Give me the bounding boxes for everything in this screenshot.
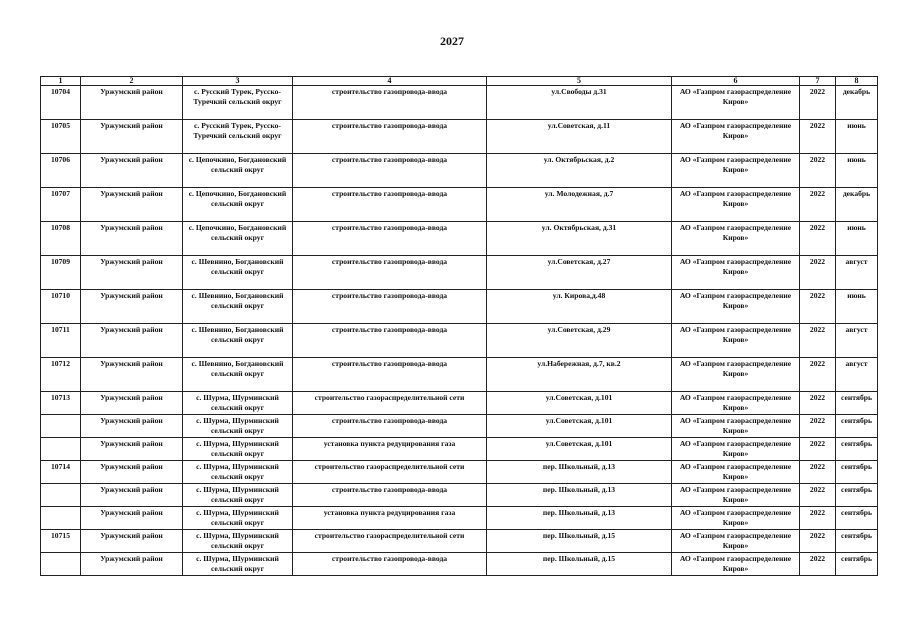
locality-cell: с. Шевнино, Богдановский сельский округ [183, 358, 293, 392]
address-cell: ул.Советская, д.27 [487, 256, 672, 290]
month-cell: сентябрь [836, 392, 878, 415]
page-number: 2027 [440, 34, 464, 48]
work-type-cell: строительство газопровода-ввода [293, 154, 487, 188]
address-cell: ул.Советская, д.101 [487, 415, 672, 438]
row-number-cell: 10705 [41, 120, 81, 154]
address-cell: пер. Школьный, д.13 [487, 461, 672, 484]
column-header: 7 [800, 77, 836, 86]
year-cell: 2022 [800, 358, 836, 392]
work-type-cell: строительство газопровода-ввода [293, 222, 487, 256]
district-cell: Уржумский район [81, 222, 183, 256]
district-cell: Уржумский район [81, 553, 183, 576]
year-cell: 2022 [800, 86, 836, 120]
work-type-cell: строительство газопровода-ввода [293, 415, 487, 438]
work-type-cell: строительство газопровода-ввода [293, 256, 487, 290]
column-header: 5 [487, 77, 672, 86]
month-cell: сентябрь [836, 553, 878, 576]
address-cell: пер. Школьный, д.15 [487, 530, 672, 553]
work-type-cell: строительство газопровода-ввода [293, 484, 487, 507]
month-cell: сентябрь [836, 507, 878, 530]
column-header: 4 [293, 77, 487, 86]
works-table [40, 76, 878, 576]
column-header: 3 [183, 77, 293, 86]
district-cell: Уржумский район [81, 392, 183, 415]
row-number-cell: 10710 [41, 290, 81, 324]
month-cell: сентябрь [836, 415, 878, 438]
table-row [41, 530, 878, 553]
month-cell: август [836, 256, 878, 290]
row-number-cell: 10708 [41, 222, 81, 256]
work-type-cell: строительство газопровода-ввода [293, 324, 487, 358]
work-type-cell: строительство газопровода-ввода [293, 86, 487, 120]
organization-cell: АО «Газпром газораспределение Киров» [672, 256, 800, 290]
table-row [41, 415, 878, 438]
address-cell: ул.Свободы д.31 [487, 86, 672, 120]
year-cell: 2022 [800, 154, 836, 188]
month-cell: июнь [836, 290, 878, 324]
address-cell: ул.Советская, д.29 [487, 324, 672, 358]
work-type-cell: строительство газопровода-ввода [293, 188, 487, 222]
address-cell: пер. Школьный, д.13 [487, 507, 672, 530]
row-number-cell: 10713 [41, 392, 81, 415]
row-number-cell [41, 553, 81, 576]
table-row [41, 324, 878, 358]
work-type-cell: строительство газопровода-ввода [293, 553, 487, 576]
address-cell: ул.Советская, д.101 [487, 438, 672, 461]
table-row [41, 553, 878, 576]
address-cell: ул. Кирова,д.48 [487, 290, 672, 324]
organization-cell: АО «Газпром газораспределение Киров» [672, 154, 800, 188]
row-number-cell [41, 484, 81, 507]
work-type-cell: строительство газораспределительной сети [293, 461, 487, 484]
row-number-cell [41, 438, 81, 461]
year-cell: 2022 [800, 484, 836, 507]
table-row [41, 86, 878, 120]
address-cell: ул.Набережная, д.7, кв.2 [487, 358, 672, 392]
year-cell: 2022 [800, 392, 836, 415]
organization-cell: АО «Газпром газораспределение Киров» [672, 553, 800, 576]
organization-cell: АО «Газпром газораспределение Киров» [672, 392, 800, 415]
organization-cell: АО «Газпром газораспределение Киров» [672, 358, 800, 392]
work-type-cell: строительство газораспределительной сети [293, 392, 487, 415]
work-type-cell: строительство газопровода-ввода [293, 120, 487, 154]
table-row [41, 290, 878, 324]
organization-cell: АО «Газпром газораспределение Киров» [672, 290, 800, 324]
locality-cell: с. Шевнино, Богдановский сельский округ [183, 324, 293, 358]
month-cell: сентябрь [836, 438, 878, 461]
locality-cell: с. Шурма, Шурминский сельский округ [183, 553, 293, 576]
row-number-cell [41, 507, 81, 530]
year-cell: 2022 [800, 120, 836, 154]
month-cell: сентябрь [836, 461, 878, 484]
table-row [41, 120, 878, 154]
locality-cell: с. Шурма, Шурминский сельский округ [183, 530, 293, 553]
address-cell: ул. Октябрьская, д.2 [487, 154, 672, 188]
row-number-cell: 10704 [41, 86, 81, 120]
locality-cell: с. Шурма, Шурминский сельский округ [183, 392, 293, 415]
organization-cell: АО «Газпром газораспределение Киров» [672, 530, 800, 553]
year-cell: 2022 [800, 553, 836, 576]
year-cell: 2022 [800, 222, 836, 256]
locality-cell: с. Цепочкино, Богдановский сельский округ [183, 222, 293, 256]
year-cell: 2022 [800, 530, 836, 553]
organization-cell: АО «Газпром газораспределение Киров» [672, 188, 800, 222]
header-row [41, 77, 878, 86]
locality-cell: с. Шурма, Шурминский сельский округ [183, 507, 293, 530]
row-number-cell: 10709 [41, 256, 81, 290]
work-type-cell: строительство газопровода-ввода [293, 290, 487, 324]
locality-cell: с. Шевнино, Богдановский сельский округ [183, 256, 293, 290]
row-number-cell: 10712 [41, 358, 81, 392]
address-cell: ул.Советская, д.101 [487, 392, 672, 415]
organization-cell: АО «Газпром газораспределение Киров» [672, 415, 800, 438]
column-header: 2 [81, 77, 183, 86]
year-cell: 2022 [800, 438, 836, 461]
district-cell: Уржумский район [81, 461, 183, 484]
locality-cell: с. Русский Турек, Русско-Туречкий сельский округ [183, 120, 293, 154]
organization-cell: АО «Газпром газораспределение Киров» [672, 438, 800, 461]
locality-cell: с. Шевнино, Богдановский сельский округ [183, 290, 293, 324]
year-cell: 2022 [800, 290, 836, 324]
row-number-cell: 10707 [41, 188, 81, 222]
locality-cell: с. Шурма, Шурминский сельский округ [183, 438, 293, 461]
organization-cell: АО «Газпром газораспределение Киров» [672, 222, 800, 256]
year-cell: 2022 [800, 461, 836, 484]
organization-cell: АО «Газпром газораспределение Киров» [672, 484, 800, 507]
table-row [41, 188, 878, 222]
year-cell: 2022 [800, 256, 836, 290]
year-cell: 2022 [800, 324, 836, 358]
district-cell: Уржумский район [81, 484, 183, 507]
table-body [41, 86, 878, 576]
row-number-cell [41, 415, 81, 438]
district-cell: Уржумский район [81, 324, 183, 358]
table-row [41, 392, 878, 415]
district-cell: Уржумский район [81, 86, 183, 120]
organization-cell: АО «Газпром газораспределение Киров» [672, 86, 800, 120]
district-cell: Уржумский район [81, 120, 183, 154]
row-number-cell: 10706 [41, 154, 81, 188]
district-cell: Уржумский район [81, 530, 183, 553]
district-cell: Уржумский район [81, 188, 183, 222]
column-header: 8 [836, 77, 878, 86]
month-cell: июнь [836, 154, 878, 188]
month-cell: декабрь [836, 86, 878, 120]
organization-cell: АО «Газпром газораспределение Киров» [672, 507, 800, 530]
table-row [41, 507, 878, 530]
address-cell: ул.Советская, д.11 [487, 120, 672, 154]
row-number-cell: 10711 [41, 324, 81, 358]
work-type-cell: установка пункта редуцирования газа [293, 438, 487, 461]
locality-cell: с. Шурма, Шурминский сельский округ [183, 415, 293, 438]
work-type-cell: установка пункта редуцирования газа [293, 507, 487, 530]
year-cell: 2022 [800, 188, 836, 222]
organization-cell: АО «Газпром газораспределение Киров» [672, 120, 800, 154]
table-row [41, 222, 878, 256]
locality-cell: с. Цепочкино, Богдановский сельский округ [183, 154, 293, 188]
month-cell: август [836, 358, 878, 392]
table-row [41, 438, 878, 461]
work-type-cell: строительство газопровода-ввода [293, 358, 487, 392]
locality-cell: с. Цепочкино, Богдановский сельский округ [183, 188, 293, 222]
locality-cell: с. Шурма, Шурминский сельский округ [183, 484, 293, 507]
district-cell: Уржумский район [81, 415, 183, 438]
organization-cell: АО «Газпром газораспределение Киров» [672, 324, 800, 358]
year-cell: 2022 [800, 507, 836, 530]
locality-cell: с. Шурма, Шурминский сельский округ [183, 461, 293, 484]
year-cell: 2022 [800, 415, 836, 438]
district-cell: Уржумский район [81, 256, 183, 290]
district-cell: Уржумский район [81, 358, 183, 392]
district-cell: Уржумский район [81, 507, 183, 530]
month-cell: сентябрь [836, 530, 878, 553]
table-row [41, 484, 878, 507]
month-cell: июнь [836, 222, 878, 256]
locality-cell: с. Русский Турек, Русско-Туречкий сельский округ [183, 86, 293, 120]
column-header: 6 [672, 77, 800, 86]
address-cell: ул. Октябрьская, д.31 [487, 222, 672, 256]
address-cell: пер. Школьный, д.13 [487, 484, 672, 507]
month-cell: август [836, 324, 878, 358]
table-row [41, 154, 878, 188]
month-cell: декабрь [836, 188, 878, 222]
row-number-cell: 10714 [41, 461, 81, 484]
column-header: 1 [41, 77, 81, 86]
month-cell: сентябрь [836, 484, 878, 507]
address-cell: ул. Молодежная, д.7 [487, 188, 672, 222]
table-row [41, 256, 878, 290]
work-type-cell: строительство газораспределительной сети [293, 530, 487, 553]
district-cell: Уржумский район [81, 154, 183, 188]
table-row [41, 461, 878, 484]
row-number-cell: 10715 [41, 530, 81, 553]
organization-cell: АО «Газпром газораспределение Киров» [672, 461, 800, 484]
table-row [41, 358, 878, 392]
district-cell: Уржумский район [81, 438, 183, 461]
district-cell: Уржумский район [81, 290, 183, 324]
month-cell: июнь [836, 120, 878, 154]
address-cell: пер. Школьный, д.15 [487, 553, 672, 576]
